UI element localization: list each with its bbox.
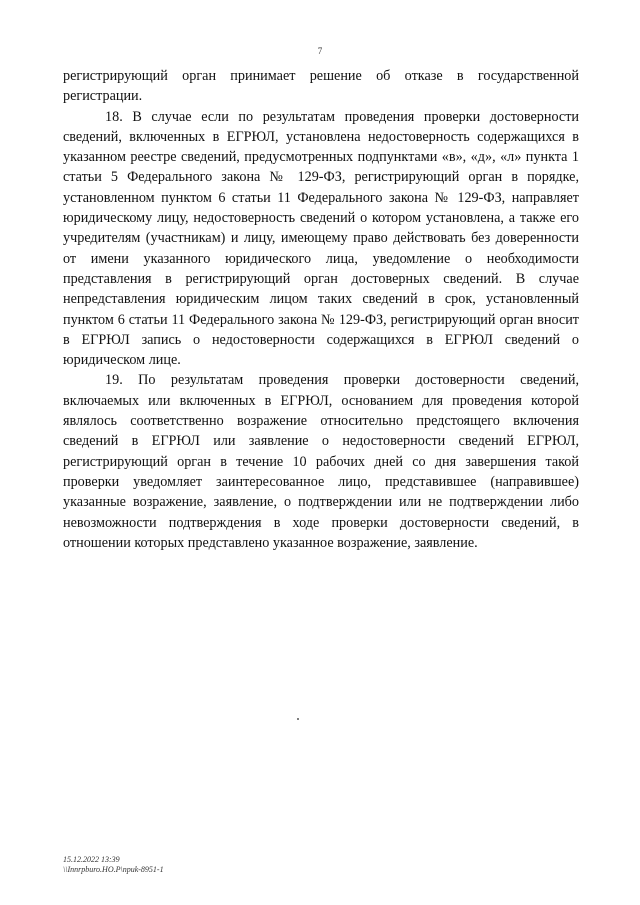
paragraph-18: 18. В случае если по результатам проведения проверки достоверности сведений, включенных в ЕГРЮЛ, установлена недостоверность содержащихся в указанном реестре сведений, предусмотренных подпунктами «в», «д», «л» пункта 1 статьи 5 Федерального закона № 129-ФЗ, регистрирующий орган в порядке, установленном пунктом 6 статьи 11 Федерального закона № 129-ФЗ, направляет юридическому лицу, недостоверность сведений о котором установлена, а также его учредителям (участникам) и лицу, имеющему право действовать без доверенности от имени указанного юридического лица, уведомление о необходимости представления в регистрирующий орган достоверных сведений. В случае непредставления юридическим лицом таких сведений в срок, установленный пунктом 6 статьи 11 Федерального закона № 129-ФЗ, регистрирующий орган вносит в ЕГРЮЛ запись о недостоверности содержащихся в ЕГРЮЛ сведений о юридическом лице. — [63, 108, 579, 369]
footer-timestamp: 15.12.2022 13:39 — [63, 855, 120, 864]
page-number: 7 — [317, 46, 323, 56]
scan-speck — [297, 718, 299, 720]
document-footer — [63, 855, 164, 875]
paragraph-19: 19. По результатам проведения проверки достоверности сведений, включаемых или включенных в ЕГРЮЛ, основанием для проведения которой являлось соответственно возражение относительно предстоящего включения сведений в ЕГРЮЛ или заявление о недостоверности сведений ЕГРЮЛ, регистрирующий орган в течение 10 рабочих дней со дня завершения такой проверки уведомляет заинтересованное лицо, представившее (направившее) указанные возражение, заявление, о подтверждении или не подтверждении либо невозможности подтверждения в ходе проверки достоверности сведений, в отношении которых представлено указанное возражение, заявление. — [63, 372, 579, 551]
paragraph-continuation: регистрирующий орган принимает решение об отказе в государственной регистрации. — [63, 68, 579, 105]
document-body — [63, 66, 579, 553]
footer-file-reference: \\Innrpburo.НО.Р\приk-8951-1 — [63, 865, 164, 874]
